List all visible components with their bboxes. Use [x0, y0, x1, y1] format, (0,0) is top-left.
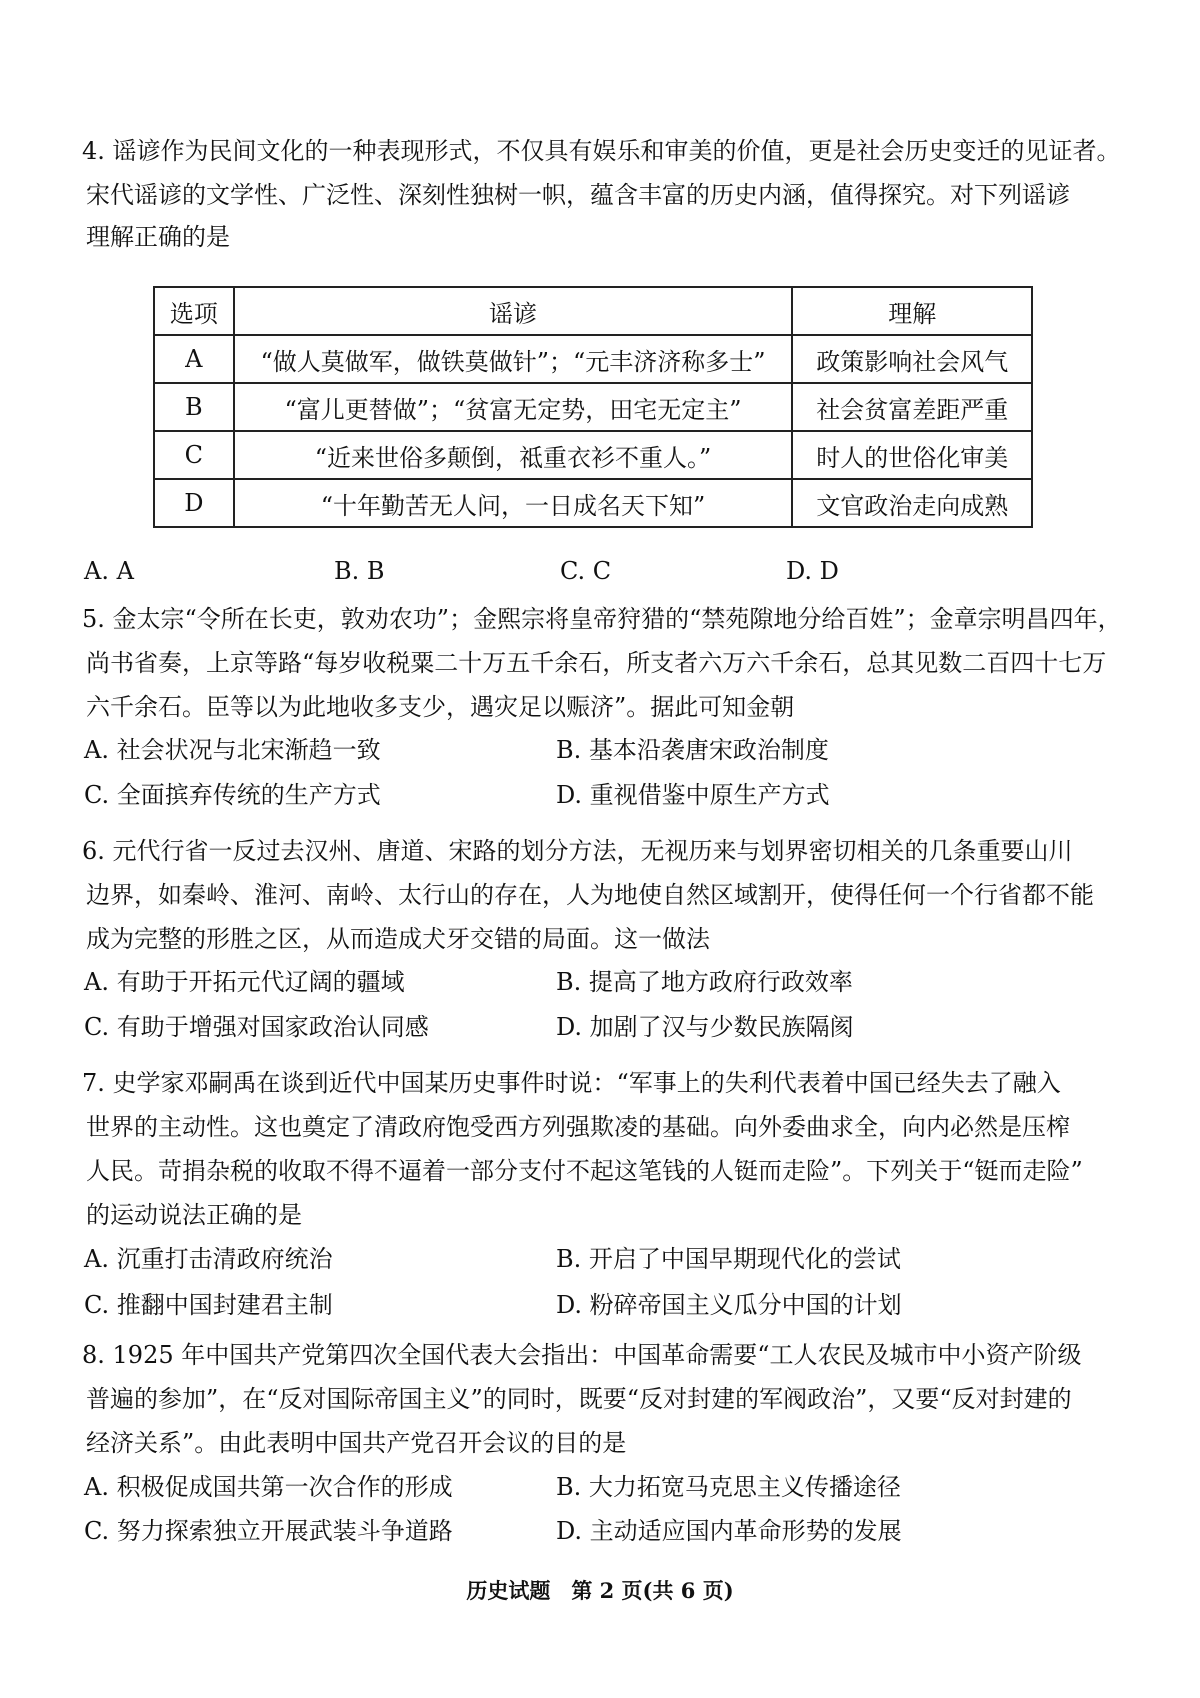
q5-option-a: A. 社会状况与北宋渐趋一致 — [84, 736, 381, 764]
table-cell-option: B — [154, 383, 234, 431]
table-cell-understanding: 政策影响社会风气 — [792, 335, 1032, 383]
q8-stem-line-2: 普遍的参加”，在“反对国际帝国主义”的同时，既要“反对封建的军阀政治”，又要“反对封建的 — [86, 1385, 1072, 1413]
q4-stem-line-3: 理解正确的是 — [86, 223, 230, 251]
q8-option-d: D. 主动适应国内革命形势的发展 — [556, 1517, 902, 1545]
q8-option-c: C. 努力探索独立开展武装斗争道路 — [84, 1517, 453, 1545]
table-cell-understanding: 文官政治走向成熟 — [792, 479, 1032, 527]
table-cell-option: D — [154, 479, 234, 527]
table-row — [154, 431, 1032, 479]
q5-option-c: C. 全面摈弃传统的生产方式 — [84, 781, 381, 809]
q5-stem-line-3: 六千余石。臣等以为此地收多支少，遇灾足以赈济”。据此可知金朝 — [86, 693, 795, 721]
q8-option-a: A. 积极促成国共第一次合作的形成 — [84, 1473, 453, 1501]
q6-option-c: C. 有助于增强对国家政治认同感 — [84, 1013, 429, 1041]
table-cell-saying: “做人莫做军，做铁莫做针”；“元丰济济称多士” — [234, 335, 793, 383]
q4-option-d: D. D — [786, 557, 839, 585]
table-header-saying: 谣谚 — [234, 287, 793, 335]
q6-option-d: D. 加剧了汉与少数民族隔阂 — [556, 1013, 854, 1041]
q6-stem-line-2: 边界，如秦岭、淮河、南岭、太行山的存在，人为地使自然区域割开，使得任何一个行省都不能 — [86, 881, 1094, 909]
table-row — [154, 479, 1032, 527]
q4-stem-line-1: 4. 谣谚作为民间文化的一种表现形式，不仅具有娱乐和审美的价值，更是社会历史变迁的见证者。 — [82, 137, 1121, 165]
table-cell-saying: “十年勤苦无人问，一日成名天下知” — [234, 479, 793, 527]
q5-option-b: B. 基本沿袭唐宋政治制度 — [556, 736, 829, 764]
table-row — [154, 335, 1032, 383]
q7-stem-line-1: 7. 史学家邓嗣禹在谈到近代中国某历史事件时说：“军事上的失利代表着中国已经失去了融入 — [82, 1069, 1061, 1097]
q7-stem-line-2: 世界的主动性。这也奠定了清政府饱受西方列强欺凌的基础。向外委曲求全，向内必然是压榨 — [86, 1113, 1070, 1141]
q5-option-d: D. 重视借鉴中原生产方式 — [556, 781, 830, 809]
q6-stem-line-3: 成为完整的形胜之区，从而造成犬牙交错的局面。这一做法 — [86, 925, 710, 953]
q6-option-a: A. 有助于开拓元代辽阔的疆域 — [84, 968, 405, 996]
table-cell-saying: “富儿更替做”；“贫富无定势，田宅无定主” — [234, 383, 793, 431]
q8-stem-line-3: 经济关系”。由此表明中国共产党召开会议的目的是 — [86, 1429, 627, 1457]
table-header-understanding: 理解 — [792, 287, 1032, 335]
q7-option-b: B. 开启了中国早期现代化的尝试 — [556, 1245, 901, 1273]
page-footer: 历史试题 第 2 页(共 6 页) — [466, 1578, 734, 1603]
table-cell-option: C — [154, 431, 234, 479]
q4-option-c: C. C — [560, 557, 612, 585]
table-cell-understanding: 时人的世俗化审美 — [792, 431, 1032, 479]
q4-stem-line-2: 宋代谣谚的文学性、广泛性、深刻性独树一帜，蕴含丰富的历史内涵，值得探究。对下列谣谚 — [86, 181, 1070, 209]
q4-option-a: A. A — [84, 557, 134, 585]
q7-stem-line-3: 人民。苛捐杂税的收取不得不逼着一部分支付不起这笔钱的人铤而走险”。下列关于“铤而走险” — [86, 1157, 1083, 1185]
q7-stem-line-4: 的运动说法正确的是 — [86, 1201, 302, 1229]
table-cell-understanding: 社会贫富差距严重 — [792, 383, 1032, 431]
q5-stem-line-1: 5. 金太宗“令所在长吏，敦劝农功”；金熙宗将皇帝狩猎的“禁苑隙地分给百姓”；金章宗明昌四年， — [82, 605, 1122, 633]
q6-stem-line-1: 6. 元代行省一反过去汉州、唐道、宋路的划分方法，无视历来与划界密切相关的几条重要山川 — [82, 837, 1073, 865]
q5-stem-line-2: 尚书省奏，上京等路“每岁收税粟二十万五千余石，所支者六万六千余石，总其见数二百四十七万 — [86, 649, 1107, 677]
q8-stem-line-1: 8. 1925 年中国共产党第四次全国代表大会指出：中国革命需要“工人农民及城市中小资产阶级 — [82, 1341, 1082, 1369]
q4-option-b: B. B — [334, 557, 385, 585]
table-header-row — [154, 287, 1032, 335]
q7-option-d: D. 粉碎帝国主义瓜分中国的计划 — [556, 1291, 902, 1319]
q7-option-c: C. 推翻中国封建君主制 — [84, 1291, 333, 1319]
table-header-option: 选项 — [154, 287, 234, 335]
table-row — [154, 383, 1032, 431]
q6-option-b: B. 提高了地方政府行政效率 — [556, 968, 853, 996]
table-cell-option: A — [154, 335, 234, 383]
table-cell-saying: “近来世俗多颠倒，祗重衣衫不重人。” — [234, 431, 793, 479]
q8-option-b: B. 大力拓宽马克思主义传播途径 — [556, 1473, 901, 1501]
q4-sayings-table — [153, 286, 1033, 528]
q7-option-a: A. 沉重打击清政府统治 — [84, 1245, 333, 1273]
